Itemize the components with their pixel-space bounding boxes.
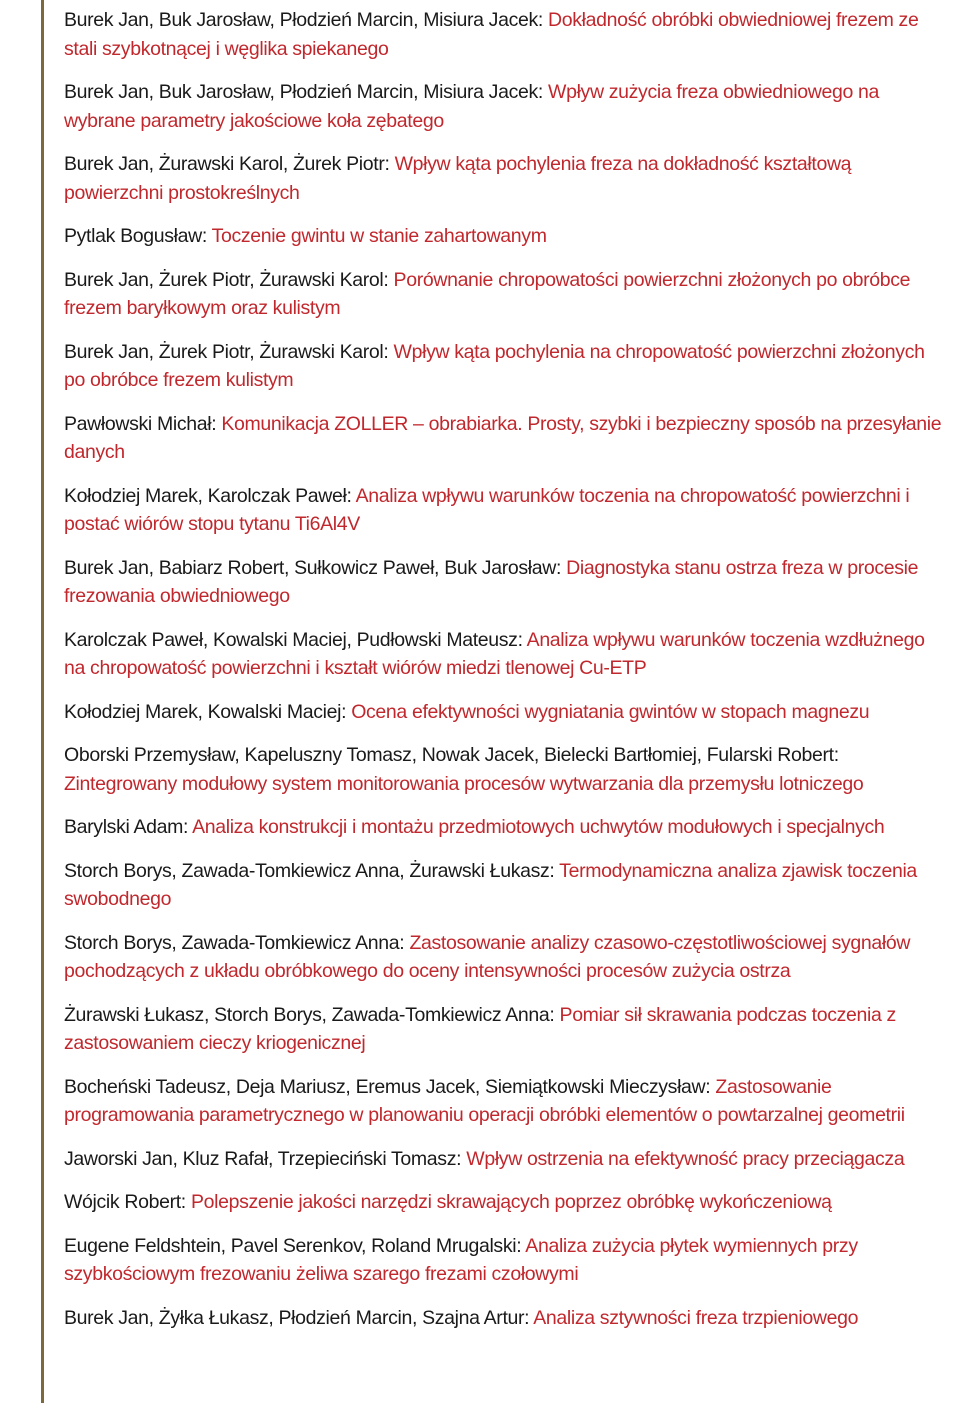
entry-authors: Kołodziej Marek, Kowalski Maciej: bbox=[64, 700, 347, 723]
entry-title: Wpływ kąta pochylenia na chropowatość powierzchni złożonych po obróbce frezem kulistym bbox=[64, 340, 925, 391]
list-item bbox=[64, 1001, 944, 1058]
entry-authors: Pytlak Bogusław: bbox=[64, 225, 207, 247]
entry-title: Analiza zużycia płytek wymiennych przy szybkościowym frezowaniu żeliwa szarego frezami czołowymi bbox=[64, 1234, 858, 1285]
entry-title: Wpływ kąta pochylenia freza na dokładność kształtową powierzchni prostokreślnych bbox=[64, 153, 852, 204]
list-item bbox=[64, 1304, 944, 1333]
entry-title: Analiza wpływu warunków toczenia wzdłużnego na chropowatość powierzchni i kształt wiórów miedzi tlenowej Cu-ETP bbox=[64, 628, 925, 679]
entry-authors: Eugene Feldshtein, Pavel Serenkov, Roland Mrugalski: bbox=[64, 1234, 522, 1257]
entry-title: Analiza wpływu warunków toczenia na chropowatość powierzchni i postać wiórów stopu tytanu Ti6Al4V bbox=[64, 484, 910, 535]
entry-authors: Storch Borys, Zawada-Tomkiewicz Anna, Żurawski Łukasz: bbox=[64, 859, 555, 882]
entry-authors: Burek Jan, Babiarz Robert, Sułkowicz Paweł, Buk Jarosław: bbox=[64, 556, 562, 579]
entry-authors: Burek Jan, Żyłka Łukasz, Płodzień Marcin, Szajna Artur: bbox=[64, 1306, 530, 1329]
list-item bbox=[64, 929, 944, 986]
list-item bbox=[64, 222, 944, 251]
entry-authors: Burek Jan, Buk Jarosław, Płodzień Marcin, Misiura Jacek: bbox=[64, 81, 543, 103]
list-item bbox=[64, 338, 944, 395]
entry-authors: Wójcik Robert: bbox=[64, 1191, 186, 1213]
entry-title: Wpływ ostrzenia na efektywność pracy przeciągacza bbox=[466, 1147, 905, 1170]
entry-authors: Barylski Adam: bbox=[64, 816, 189, 838]
entry-title: Analiza konstrukcji i montażu przedmiotowych uchwytów modułowych i specjalnych bbox=[192, 816, 885, 838]
list-item bbox=[64, 857, 944, 914]
list-item bbox=[64, 266, 944, 323]
entry-title: Komunikacja ZOLLER – obrabiarka. Prosty, szybki i bezpieczny sposób na przesyłanie danych bbox=[64, 412, 942, 463]
entry-title: Toczenie gwintu w stanie zahartowanym bbox=[211, 225, 547, 247]
entry-authors: Burek Jan, Żurek Piotr, Żurawski Karol: bbox=[64, 340, 389, 363]
list-item bbox=[64, 698, 944, 727]
list-item bbox=[64, 78, 944, 135]
entry-title: Polepszenie jakości narzędzi skrawających poprzez obróbkę wykończeniową bbox=[190, 1191, 832, 1213]
entry-title: Wpływ zużycia freza obwiedniowego na wybrane parametry jakościowe koła zębatego bbox=[64, 81, 879, 132]
entry-title: Zastosowanie programowania parametrycznego w planowaniu operacji obróbki elementów o powtarzalnej geometrii bbox=[64, 1075, 905, 1126]
list-item bbox=[64, 1232, 944, 1289]
list-item bbox=[64, 626, 944, 683]
entry-title: Pomiar sił skrawania podczas toczenia z zastosowaniem cieczy kriogenicznej bbox=[64, 1003, 896, 1054]
entry-authors: Pawłowski Michał: bbox=[64, 412, 217, 435]
margin-rule bbox=[41, 0, 44, 1403]
list-item bbox=[64, 1188, 944, 1217]
entry-authors: Jaworski Jan, Kluz Rafał, Trzepieciński Tomasz: bbox=[64, 1147, 462, 1170]
entry-title: Porównanie chropowatości powierzchni złożonych po obróbce frezem baryłkowym oraz kulistym bbox=[64, 268, 911, 319]
entry-authors: Storch Borys, Zawada-Tomkiewicz Anna: bbox=[64, 931, 405, 954]
entry-authors: Oborski Przemysław, Kapeluszny Tomasz, Nowak Jacek, Bielecki Bartłomiej, Fularski Robert: bbox=[64, 744, 839, 766]
list-item bbox=[64, 1073, 944, 1130]
list-item bbox=[64, 741, 944, 798]
entry-title: Ocena efektywności wygniatania gwintów w stopach magnezu bbox=[351, 700, 870, 723]
list-item bbox=[64, 813, 944, 842]
entry-authors: Burek Jan, Żurawski Karol, Żurek Piotr: bbox=[64, 153, 390, 175]
entry-title: Termodynamiczna analiza zjawisk toczenia swobodnego bbox=[64, 859, 917, 910]
entry-title: Dokładność obróbki obwiedniowej frezem ze stali szybkotnącej i węglika spiekanego bbox=[64, 9, 919, 60]
list-item bbox=[64, 482, 944, 539]
entry-title: Analiza sztywności freza trzpieniowego bbox=[533, 1306, 859, 1329]
list-item bbox=[64, 6, 944, 63]
publication-list bbox=[64, 6, 944, 1347]
list-item bbox=[64, 410, 944, 467]
entry-authors: Burek Jan, Żurek Piotr, Żurawski Karol: bbox=[64, 268, 389, 291]
entry-authors: Żurawski Łukasz, Storch Borys, Zawada-Tomkiewicz Anna: bbox=[64, 1003, 555, 1026]
entry-authors: Burek Jan, Buk Jarosław, Płodzień Marcin, Misiura Jacek: bbox=[64, 9, 543, 31]
entry-title: Diagnostyka stanu ostrza freza w procesie frezowania obwiedniowego bbox=[64, 556, 919, 607]
entry-title: Zintegrowany modułowy system monitorowania procesów wytwarzania dla przemysłu lotniczego bbox=[64, 772, 864, 795]
list-item bbox=[64, 150, 944, 207]
entry-authors: Kołodziej Marek, Karolczak Paweł: bbox=[64, 484, 352, 507]
list-item bbox=[64, 1145, 944, 1174]
list-item bbox=[64, 554, 944, 611]
entry-authors: Karolczak Paweł, Kowalski Maciej, Pudłowski Mateusz: bbox=[64, 628, 523, 651]
entry-title: Zastosowanie analizy czasowo-częstotliwościowej sygnałów pochodzących z układu obróbkowego do oceny intensywności procesów zużycia ostrza bbox=[64, 931, 911, 982]
entry-authors: Bocheński Tadeusz, Deja Mariusz, Eremus Jacek, Siemiątkowski Mieczysław: bbox=[64, 1075, 711, 1098]
